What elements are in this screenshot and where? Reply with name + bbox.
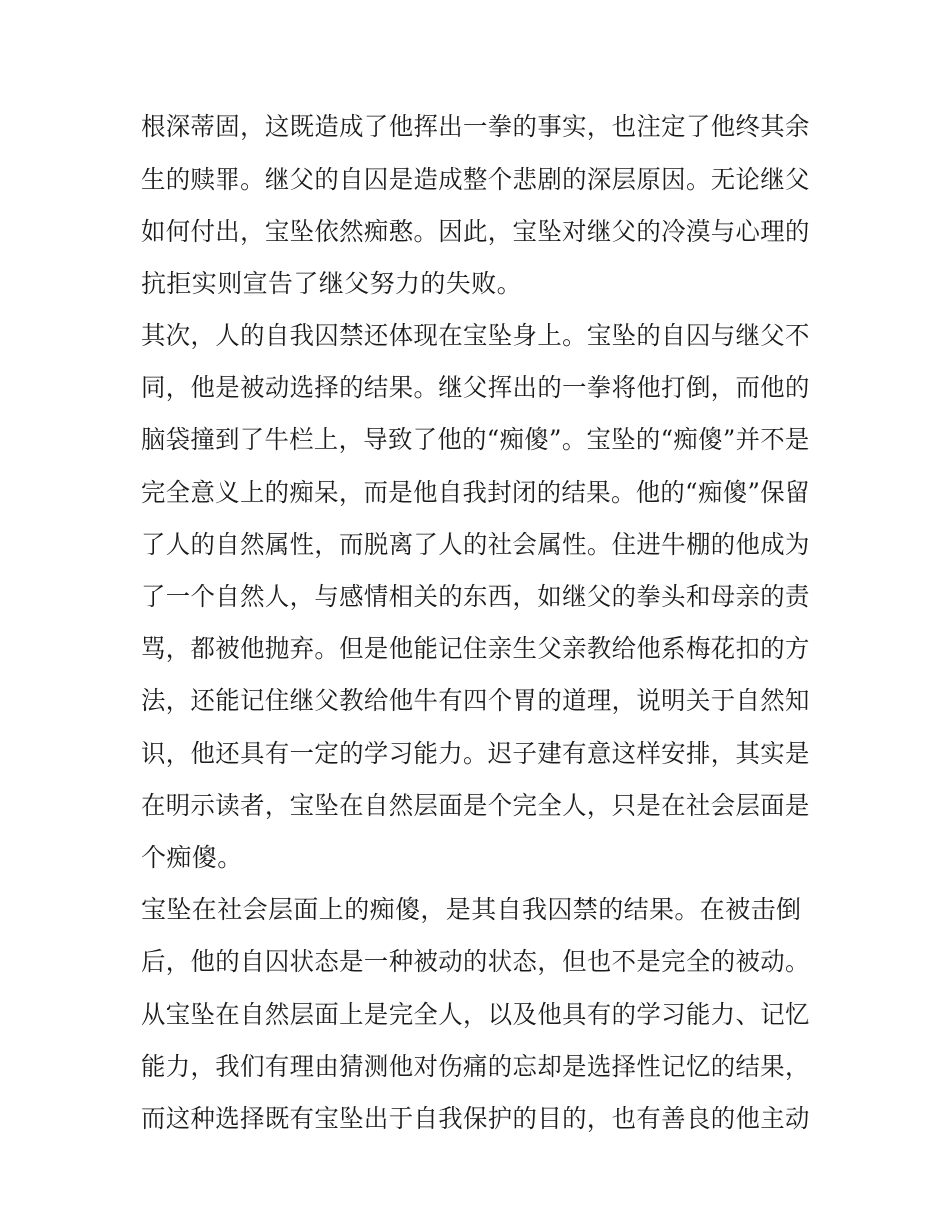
text-line: 同，他是被动选择的结果。继父挥出的一拳将他打倒，而他的: [141, 373, 810, 402]
text-line: 骂，都被他抛弃。但是他能记住亲生父亲教给他系梅花扣的方: [141, 634, 810, 663]
text-line: 完全意义上的痴呆，而是他自我封闭的结果。他的“痴傻”保留: [141, 478, 810, 507]
text-line: 能力，我们有理由猜测他对伤痛的忘却是选择性记忆的结果，: [141, 1052, 810, 1081]
text-line: 其次，人的自我囚禁还体现在宝坠身上。宝坠的自囚与继父不: [141, 321, 810, 350]
text-line: 后，他的自囚状态是一种被动的状态，但也不是完全的被动。: [141, 947, 810, 976]
text-line: 抗拒实则宣告了继父努力的失败。: [141, 269, 523, 298]
text-line: 法，还能记住继父教给他牛有四个胃的道理，说明关于自然知: [141, 686, 810, 715]
text-line: 如何付出，宝坠依然痴憨。因此，宝坠对继父的冷漠与心理的: [141, 217, 810, 246]
text-line: 脑袋撞到了牛栏上，导致了他的“痴傻”。宝坠的“痴傻”并不是: [141, 425, 810, 454]
text-line: 宝坠在社会层面上的痴傻，是其自我囚禁的结果。在被击倒: [141, 895, 802, 924]
text-line: 而这种选择既有宝坠出于自我保护的目的，也有善良的他主动: [141, 1104, 810, 1133]
text-line: 个痴傻。: [141, 843, 243, 872]
text-line: 了人的自然属性，而脱离了人的社会属性。住进牛棚的他成为: [141, 530, 810, 559]
text-line: 了一个自然人，与感情相关的东西，如继父的拳头和母亲的责: [141, 582, 810, 611]
text-line: 根深蒂固，这既造成了他挥出一拳的事实，也注定了他终其余: [141, 112, 810, 141]
text-line: 在明示读者，宝坠在自然层面是个完全人，只是在社会层面是: [141, 791, 810, 820]
text-line: 生的赎罪。继父的自囚是造成整个悲剧的深层原因。无论继父: [141, 165, 810, 194]
text-line: 识，他还具有一定的学习能力。迟子建有意这样安排，其实是: [141, 739, 810, 768]
text-line: 从宝坠在自然层面上是完全人，以及他具有的学习能力、记忆: [141, 1000, 810, 1029]
